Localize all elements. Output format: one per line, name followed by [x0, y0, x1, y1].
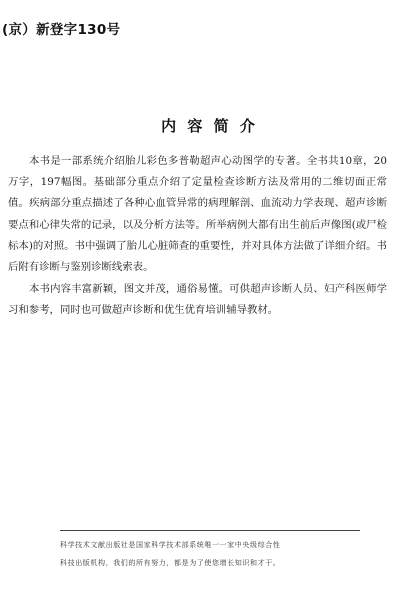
section-title: 内 容 简 介	[161, 117, 258, 135]
publisher-note-line: 科技出版机构，我们的所有努力，都是为了使您增长知识和才干。	[60, 559, 281, 567]
summary-paragraph: 本书是一部系统介绍胎儿彩色多普勒超声心动图学的专著。全书共10章，20万字，197幅图。基础部分重点介绍了定量检查诊断方法及常用的二维切面正常值。疾病部分重点描述了各种心血管异常的病理解剖、血流动力学表现、超声诊断要点和心律失常的记录，以及分析方法等。所举病例大都有出生前后声像图(或尸检标本)的对照。书中强调了胎儿心脏筛查的重要性，并对具体方法做了详细介绍。书后附有诊断与鉴别诊断线索表。	[8, 155, 387, 274]
publisher-note	[60, 536, 360, 572]
summary-text	[8, 151, 387, 322]
registration-number: (京）新登字130号	[2, 22, 121, 38]
footer-divider	[60, 530, 360, 531]
publisher-note-line: 科学技术文献出版社是国家科学技术部系统唯一一家中央级综合性	[60, 541, 281, 549]
summary-paragraph: 本书内容丰富新颖，图文并茂，通俗易懂。可供超声诊断人员、妇产科医师学习和参考，同时也可做超声诊断和优生优育培训辅导教材。	[8, 283, 387, 317]
